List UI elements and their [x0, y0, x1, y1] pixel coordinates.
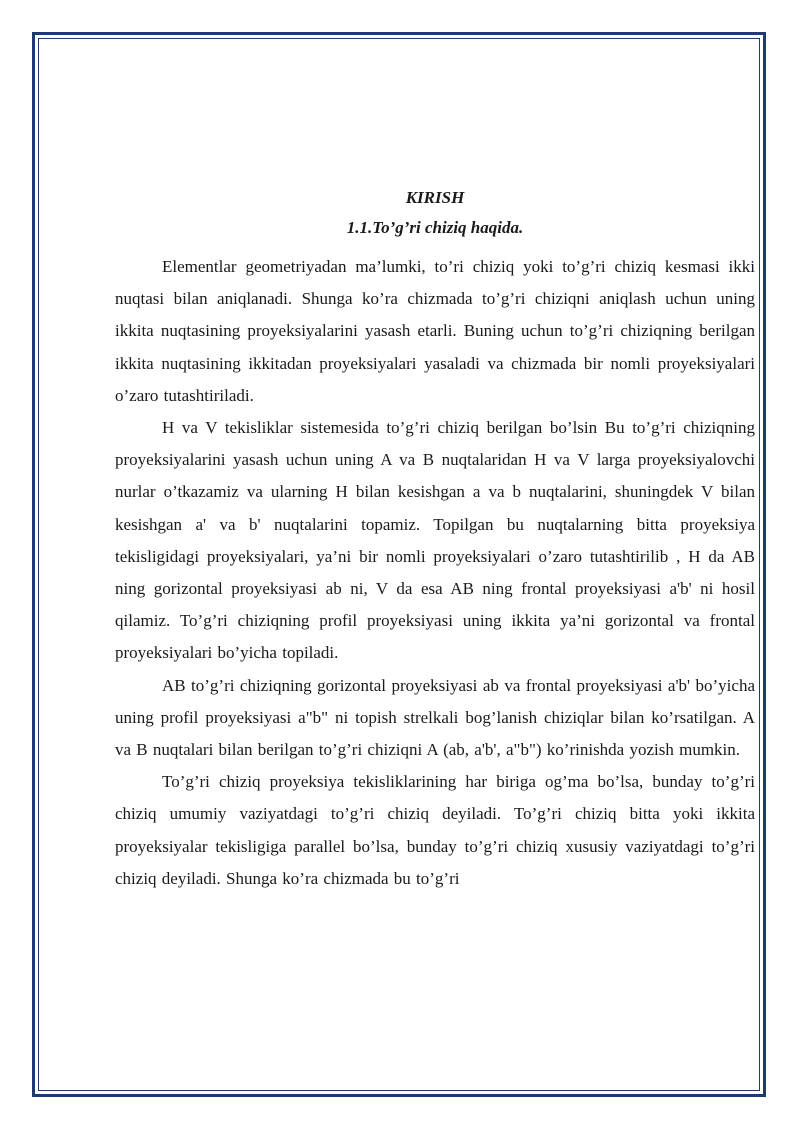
document-body	[115, 183, 755, 895]
paragraph-4: To’g’ri chiziq proyeksiya tekisliklarining har biriga og’ma bo’lsa, bunday to’g’ri chiziq umumiy vaziyatdagi to’g’ri chiziq deyiladi. To’g’ri chiziq bitta yoki ikkita proyeksiyalar tekisligiga parallel bo’lsa, bunday to’g’ri chiziq xususiy vaziyatdagi to’g’ri chiziq deyiladi. Shunga ko’ra chizmada bu to’g’ri	[115, 772, 755, 888]
paragraph-2: H va V tekisliklar sistemesida to’g’ri chiziq berilgan bo’lsin Bu to’g’ri chiziqning proyeksiyalarini yasash uchun uning A va B nuqtalaridan H va V larga proyeksiyalovchi nurlar o’tkazamiz va ularning H bilan kesishgan a va b nuqtalarini, shuningdek V bilan kesishgan a' va b' nuqtalarini topamiz. Topilgan bu nuqtalarning bitta proyeksiya tekisligidagi proyeksiyalari, ya’ni bir nomli proyeksiyalari o’zaro tutashtirilib , H da AB ning gorizontal proyeksiyasi ab ni, V da esa AB ning frontal proyeksiyasi a'b' ni hosil qilamiz. To’g’ri chiziqning profil proyeksiyasi uning ikkita ya’ni gorizontal va frontal proyeksiyalari bo’yicha topiladi.	[115, 418, 755, 663]
paragraph-1: Elementlar geometriyadan ma’lumki, to’ri chiziq yoki to’g’ri chiziq kesmasi ikki nuqtasi bilan aniqlanadi. Shunga ko’ra chizmada to’g’ri chiziqni aniqlash uchun uning ikkita nuqtasining proyeksiyalarini yasash etarli. Buning uchun to’g’ri chiziqning berilgan ikkita nuqtasining ikkitadan proyeksiyalari yasaladi va chizmada bir nomli proyeksiyalari o’zaro tutashtiriladi.	[115, 257, 755, 405]
section-title: 1.1.To’g’ri chiziq haqida.	[346, 218, 524, 237]
page-title: KIRISH	[405, 188, 465, 207]
paragraph-3: AB to’g’ri chiziqning gorizontal proyeksiyasi ab va frontal proyeksiyasi a'b' bo’yicha uning profil proyeksiyasi a"b" ni topish strelkali bog’lanish chiziqlar bilan ko’rsatilgan. A va B nuqtalari bilan berilgan to’g’ri chiziqni A (ab, a'b', a"b") ko’rinishda yozish mumkin.	[115, 675, 755, 760]
